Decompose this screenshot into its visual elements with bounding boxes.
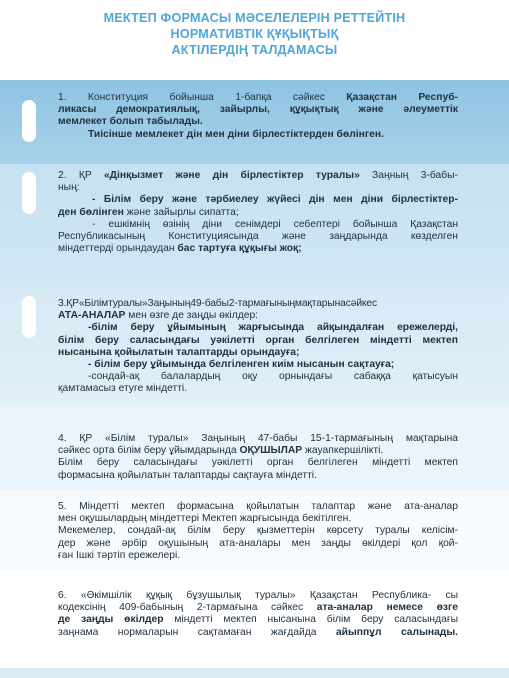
s3-line: - білім беру ұйымында белгіленген киім нысанын сақтауға; — [88, 359, 395, 371]
section-1 — [58, 92, 458, 141]
s4-line — [58, 445, 458, 457]
s2-text-bold: ден бөлінген — [58, 206, 124, 218]
s5-line: 5. Міндетті мектеп формасына қойылатын талаптар және ата-аналар — [58, 501, 458, 512]
section-4 — [58, 433, 458, 482]
section-2-marker — [22, 172, 36, 214]
s3-line: 3.ҚР«Білімтуралы»Заңының49-бабы2-тармағыныңмақтарынасәйкес — [58, 298, 377, 309]
s2-line: ның: — [58, 182, 80, 194]
s4-text: сәйкес орта білім беру ұйымдарында — [58, 445, 240, 457]
title-line-3: АКТІЛЕРДІҢ ТАЛДАМАСЫ — [171, 43, 338, 57]
s5-line: мен оқушылардың міндеттері Мектеп жарғысында бекітілген. — [58, 513, 352, 525]
s2-text: Заңның 3-бабы- — [359, 170, 458, 181]
s3-line: білім беру саласындағы уәкілетті орган белгілеген міндетті мектеп — [58, 334, 458, 346]
s2-text: 2. ҚР — [58, 170, 104, 181]
s2-line — [58, 170, 458, 182]
section-2 — [58, 170, 458, 255]
s6-text-bold: ата-аналар немесе өзге — [316, 602, 458, 614]
section-6 — [58, 590, 458, 639]
s6-text: міндетті мектеп нысанына білім беру саласындағы — [163, 614, 458, 626]
s5-line: дер және әрбір оқушының ата-аналары мен заңды өкілдері қол қой- — [58, 537, 458, 549]
s6-text: кодексінің 409-бабының 2-тармағына сәйкес — [58, 602, 317, 614]
s5-line: ған Ішкі тәртіп ережелері. — [58, 549, 181, 561]
section-3 — [58, 298, 458, 396]
title-line-2: НОРМАТИВТІК ҚҰҚЫҚТЫҚ — [170, 27, 339, 41]
s6-text-bold: де заңды өкілдер — [58, 614, 164, 626]
s6-line — [58, 602, 458, 614]
s3-line: -білім беру ұйымының жарғысында айқындалған ережелерді, — [88, 322, 458, 334]
s1-line: мемлекет болып табылады. — [58, 116, 203, 128]
s6-line — [58, 627, 458, 639]
s2-line: - ешкімнің өзінің діни сенімдері себептері бойынша Қазақстан — [92, 218, 458, 230]
page-title — [0, 10, 509, 58]
s2-text: міндеттерді орындаудан — [58, 243, 178, 255]
s1-line: ликасы демократиялық, зайырлы, құқықтық және әлеуметтік — [58, 104, 458, 116]
section-3-marker — [22, 296, 36, 338]
s6-text: заңнама нормаларын сақтамаған жағдайда — [58, 626, 336, 638]
s1-text: 1. Конституция бойынша 1-бапқа сәйкес — [58, 92, 347, 103]
s3-text-bold: АТА-АНАЛАР — [58, 310, 126, 322]
s2-line — [58, 243, 458, 255]
s4-line: Білім беру саласындағы уәкілетті орган белгілеген міндетті мектеп — [58, 457, 458, 469]
s4-text: жауапкершілікті. — [302, 445, 384, 457]
bottom-strip — [0, 668, 509, 678]
s3-line — [58, 310, 458, 322]
s5-line: Мекемелер, сондай-ақ білім беру қызметтерін көрсету туралы келісім- — [58, 525, 458, 537]
s4-line: формасына қойылатын талаптарды сақтауға міндетті. — [58, 469, 317, 481]
s1-line: Тиісінше мемлекет дін мен діни бірлестіктерден бөлінген. — [88, 128, 384, 140]
s2-text: және зайырлы сипатта; — [123, 206, 239, 218]
s2-text-bold: «Дінқызмет және дін бірлестіктер туралы» — [103, 170, 360, 181]
section-1-marker — [22, 100, 36, 142]
s1-line — [58, 92, 458, 104]
s3-text: мен өзге де заңды өкілдер: — [125, 310, 259, 322]
s4-line: 4. ҚР «Білім туралы» Заңының 47-бабы 15-1-тармағының мақтарына — [58, 433, 458, 444]
s6-line: 6. «Әкімшілік құқық бұзушылық туралы» Қазақстан Республика- сы — [58, 590, 458, 601]
s3-line: -сондай-ақ балалардың оқу орнындағы сабаққа қатысуын — [88, 371, 458, 383]
s2-line — [58, 207, 458, 219]
s2-line: - Білім беру және тәрбиелеу жүйесі дін мен діни бірлестіктер- — [92, 194, 458, 206]
s3-line: қамтамасыз етуге міндетті. — [58, 383, 188, 395]
s2-line: Республикасының Конституциясында және заңдарында көзделген — [58, 231, 458, 243]
section-5 — [58, 501, 458, 562]
s6-text-bold: айыппұл салынады. — [335, 626, 458, 638]
s1-text-bold: Қазақстан Респуб- — [346, 92, 458, 103]
s3-line: нысанына қойылатын талаптарды орындауға; — [58, 346, 300, 358]
s4-text-bold: ОҚУШЫЛАР — [239, 445, 303, 457]
s6-line — [58, 614, 458, 626]
s2-text-bold: бас тартуға құқығы жоқ; — [177, 243, 302, 255]
title-line-1: МЕКТЕП ФОРМАСЫ МӘСЕЛЕЛЕРІН РЕТТЕЙТІН — [103, 11, 406, 25]
